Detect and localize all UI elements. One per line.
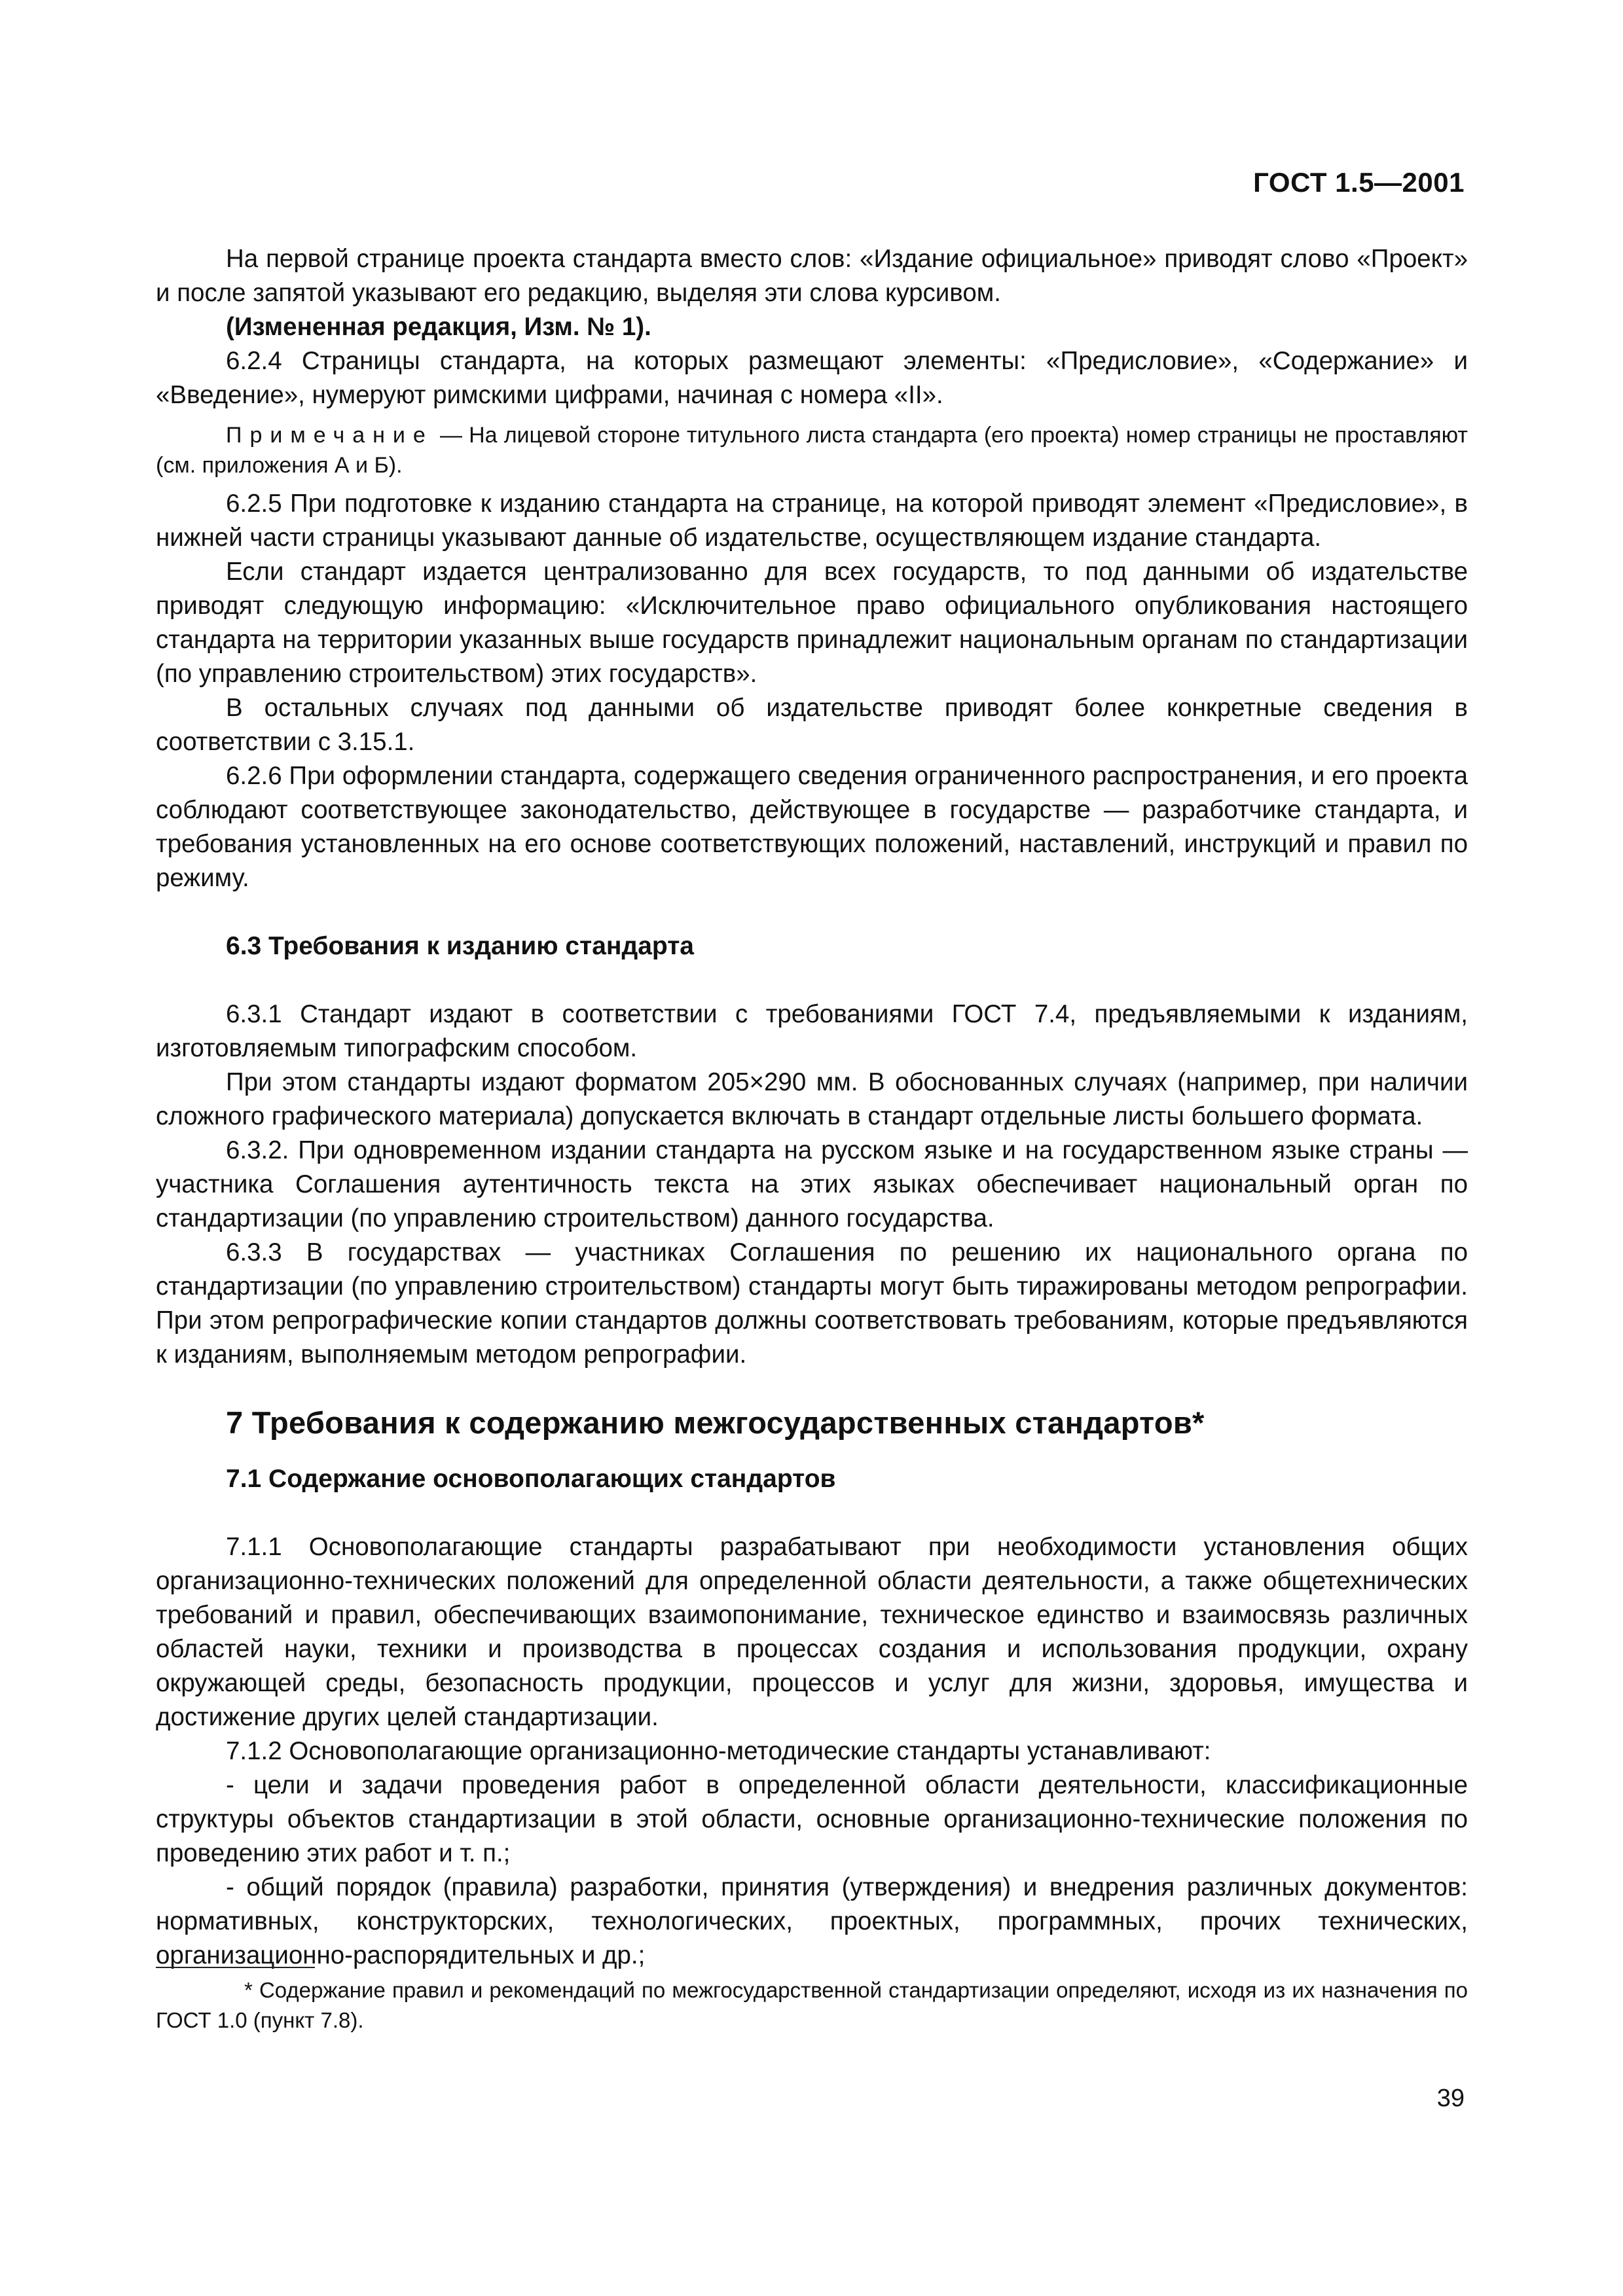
paragraph: 6.2.4 Страницы стандарта, на которых размещают элементы: «Предисловие», «Содержание» и «Введение», нумеруют римскими цифрами, начиная с номера «II». [156,347,1468,409]
standard-code-header: ГОСТ 1.5—2001 [1253,167,1465,198]
note-label: Примечание [226,423,433,448]
note-text: — На лицевой стороне титульного листа стандарта (его проекта) номер страницы не проставляют (см. приложения А и Б). [156,423,1468,478]
list-item: - цели и задачи проведения работ в определенной области деятельности, классификационные структуры объектов стандартизации в этой области, основные организационно-технические положения по проведению этих работ и т. п.; [156,1771,1468,1867]
paragraph: 6.2.6 При оформлении стандарта, содержащего сведения ограниченного распространения, и его проекта соблюдают соответствующее законодательство, действующее в государстве — разработчике стандарта, и требования установленных на его основе соответствующих положений, наставлений, инструкций и правил по режиму. [156,762,1468,892]
section-heading-7: 7 Требования к содержанию межгосударственных стандартов* [226,1405,1205,1440]
note [156,420,1468,480]
body-text [156,242,1468,1973]
paragraph: 6.3.1 Стандарт издают в соответствии с требованиями ГОСТ 7.4, предъявляемыми к изданиям, изготовляемым типографским способом. [156,1000,1468,1062]
paragraph: 7.1.1 Основополагающие стандарты разрабатывают при необходимости установления общих организационно-технических положений для определенной области деятельности, а также общетехнических требований и правил, обеспечивающих взаимопонимание, техническое единство и взаимосвязь различных областей науки, техники и производства в процессах создания и использования продукции, охрану окружающей среды, безопасность продукции, процессов и услуг для жизни, здоровья, имущества и достижение других целей стандартизации. [156,1533,1468,1731]
paragraph: 7.1.2 Основополагающие организационно-методические стандарты устанавливают: [226,1737,1211,1765]
footnote-divider [156,1967,315,1968]
paragraph: 6.3.3 В государствах — участниках Соглашения по решению их национального органа по стандартизации (по управлению строительством) стандарты могут быть тиражированы методом репрографии. При этом репрографические копии стандартов должны соответствовать требованиям, которые предъявляются к изданиям, выполняемым методом репрографии. [156,1238,1468,1369]
paragraph: 6.2.5 При подготовке к изданию стандарта на странице, на которой приводят элемент «Предисловие», в нижней части страницы указывают данные об издательстве, осуществляющем издание стандарта. [156,490,1468,552]
paragraph: На первой странице проекта стандарта вместо слов: «Издание официальное» приводят слово «Проект» и после запятой указывают его редакцию, выделяя эти слова курсивом. [156,245,1468,307]
section-heading-6-3: 6.3 Требования к изданию стандарта [226,932,694,960]
section-heading-7-1: 7.1 Содержание основополагающих стандартов [226,1465,836,1493]
paragraph: 6.3.2. При одновременном издании стандарта на русском языке и на государственном языке страны — участника Соглашения аутентичность текста на этих языках обеспечивает национальный орган по стандартизации (по управлению строительством) данного государства. [156,1136,1468,1232]
amendment-note: (Измененная редакция, Изм. № 1). [226,313,651,341]
page-number: 39 [1436,2085,1465,2112]
paragraph: Если стандарт издается централизованно для всех государств, то под данными об издательстве приводят следующую информацию: «Исключительное право официального опубликования настоящего стандарта на территории указанных выше государств принадлежит национальным органам по стандартизации (по управлению строительством) этих государств». [156,558,1468,688]
paragraph: В остальных случаях под данными об издательстве приводят более конкретные сведения в соответствии с 3.15.1. [156,694,1468,756]
footnote: * Содержание правил и рекомендаций по межгосударственной стандартизации определяют, исходя из их назначения по ГОСТ 1.0 (пункт 7.8). [156,1978,1468,2032]
paragraph: При этом стандарты издают форматом 205×290 мм. В обоснованных случаях (например, при наличии сложного графического материала) допускается включать в стандарт отдельные листы большего формата. [156,1068,1468,1130]
list-item: - общий порядок (правила) разработки, принятия (утверждения) и внедрения различных документов: нормативных, конструкторских, технологических, проектных, программных, прочих технических, организационно-распорядительных и др.; [156,1873,1468,1969]
